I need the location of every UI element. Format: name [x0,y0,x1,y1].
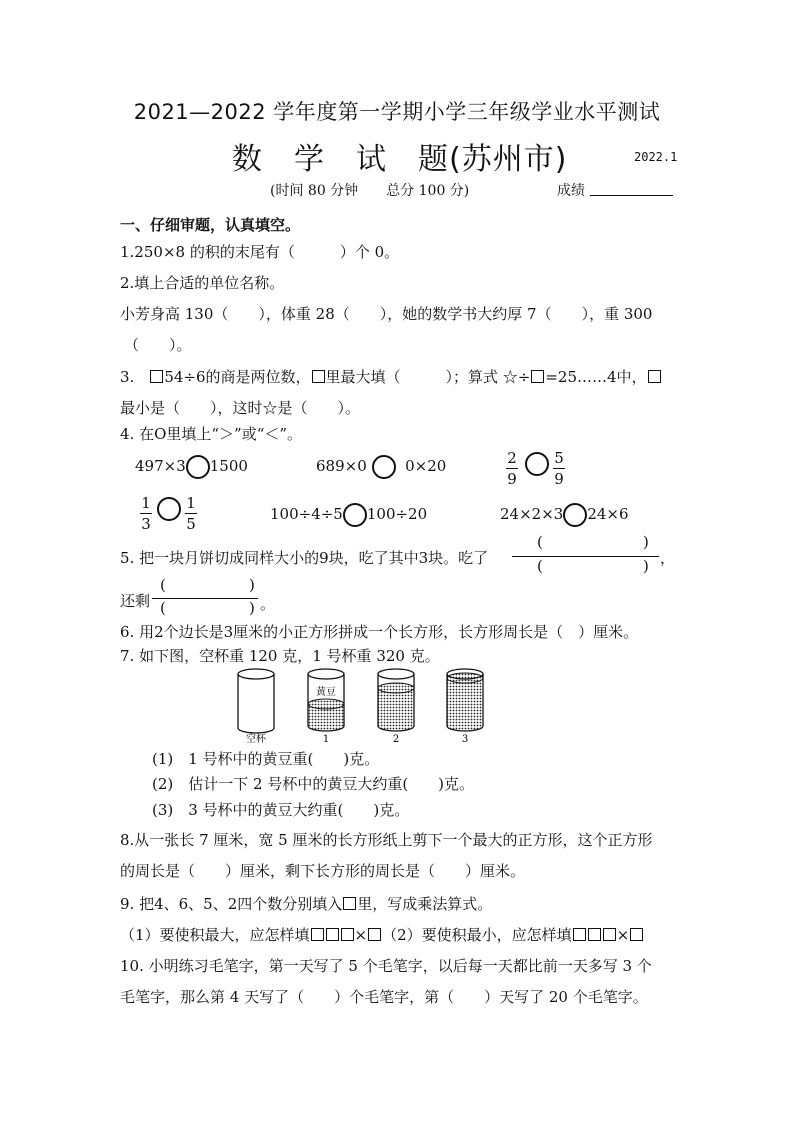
exam-title: 2021—2022 学年度第一学期小学三年级学业水平测试 [133,100,661,124]
cup-1-content-label: 黄豆 [316,687,336,698]
question-7-sub-2: (2) 估计一下 2 号杯中的黄豆大约重( )克。 [152,775,475,793]
q3-number: 3. [120,368,150,386]
cup-1 [308,669,344,731]
blank-square[interactable] [311,928,324,941]
blank-square[interactable] [648,370,661,383]
compare-a1 [135,455,248,479]
paren-close: ) [249,576,255,594]
question-2-line-2: （ ）。 [124,336,192,354]
compare-right: 1500 [209,457,248,475]
question-1: 1.250×8 的积的末尾有（ ）个 0。 [120,243,400,261]
compare-circle[interactable] [525,452,549,476]
question-6: 6. 用2个边长是3厘米的小正方形拼成一个长方形，长方形周长是（ ）厘米。 [120,623,639,641]
question-4-title: 4. 在O里填上“＞”或“＜”。 [120,425,303,443]
compare-b1 [316,455,446,479]
compare-circle[interactable] [186,455,210,479]
compare-left: 689×0 [316,457,367,475]
exam-date: 2022.1 [634,150,678,164]
question-5-line-1: 5. 把一块月饼切成同样大小的9块，吃了其中3块。吃了 [120,549,489,567]
question-2-line-1: 小芳身高 130（ ），体重 28（ ），她的数学书大约厚 7（ ），重 300 [120,305,653,323]
section-heading: 一、仔细审题，认真填空。 [120,216,301,234]
compare-c2 [500,503,629,527]
fraction [140,494,152,533]
compare-left: 24×2×3 [500,505,564,523]
paren-open: ( [160,576,166,594]
paren-open: ( [537,533,543,551]
question-7-sub-1: (1) 1 号杯中的黄豆重( )克。 [152,750,380,768]
paren-open: ( [160,599,166,617]
compare-circle[interactable] [372,455,396,479]
question-9-title [120,893,492,914]
empty-cup-label: 空杯 [246,734,266,745]
numerator: 5 [554,449,564,467]
q9-text-a: 9. 把4、6、5、2四个数分别填入 [120,895,343,913]
cup-3 [447,669,483,731]
fraction [185,494,197,533]
compare-left: 497×3 [135,457,186,475]
numerator: 2 [507,449,517,467]
question-10-line-2: 毛笔字，那么第 4 天写了（ ）个毛笔字，第（ ）天写了 20 个毛笔字。 [120,988,648,1006]
period: 。 [260,595,276,613]
compare-circle[interactable] [157,497,181,521]
question-2-title: 2.填上合适的单位名称。 [120,274,285,292]
question-3-line-1 [120,366,662,387]
blank-square[interactable] [150,370,163,383]
paren-open: ( [537,557,543,575]
blank-square[interactable] [588,928,601,941]
blank-square[interactable] [630,928,643,941]
denominator: 9 [507,470,517,488]
fraction [506,449,518,488]
question-10-line-1: 10. 小明练习毛笔字，第一天写了 5 个毛笔字，以后每一天都比前一天多写 3 个 [120,957,652,975]
q9-sub-1: （1）要使积最大，应怎样填 [120,926,310,944]
score-blank[interactable] [590,195,673,196]
compare-right: 24×6 [587,505,629,523]
fraction-bar [140,513,152,514]
empty-cup [238,669,274,733]
compare-circle[interactable] [343,503,367,527]
blank-square[interactable] [603,928,616,941]
q9-sub-2: （2）要使积最小，应怎样填 [382,926,572,944]
denominator: 5 [186,515,196,533]
subject-title: 数 学 试 题(苏州市) [232,142,568,177]
compare-right: 0×20 [405,457,447,475]
question-7-title: 7. 如下图，空杯重 120 克，1 号杯重 320 克。 [120,647,440,665]
question-8-line-2: 的周长是（ ）厘米，剩下长方形的周长是（ ）厘米。 [120,862,526,880]
cup-3-number: 3 [461,734,469,745]
blank-square[interactable] [531,370,544,383]
cup-2-number: 2 [392,734,400,745]
compare-left: 100÷4÷5 [270,505,343,523]
blank-square[interactable] [368,928,381,941]
compare-right: 100÷20 [366,505,428,523]
times-sign: × [616,926,630,944]
cup-2 [378,669,414,731]
times-sign: × [354,926,368,944]
q3-text-c: =25……4中， [545,368,647,386]
fraction-bar [506,468,518,469]
denominator: 3 [141,515,151,533]
paren-close: ) [249,599,255,617]
cups-illustration [230,664,490,746]
question-8-line-1: 8.从一张长 7 厘米，宽 5 厘米的长方形纸上剪下一个最大的正方形，这个正方形 [120,831,653,849]
question-5-line-2: 还剩 [120,592,151,610]
paren-close: ) [643,557,649,575]
denominator: 9 [554,470,564,488]
fraction-line [152,598,258,599]
blank-square[interactable] [312,370,325,383]
cup-1-number: 1 [322,734,330,745]
q3-text-a: 54÷6的商是两位数， [164,368,311,386]
paren-close: ) [643,533,649,551]
blank-square[interactable] [573,928,586,941]
question-7-sub-3: (3) 3 号杯中的黄豆大约重( )克。 [152,801,410,819]
time-info: (时间 80 分钟 总分 100 分) [270,183,470,199]
fraction-line [512,556,659,557]
compare-circle[interactable] [563,503,587,527]
fraction-bar [553,468,565,469]
fraction [553,449,565,488]
blank-square[interactable] [343,897,356,910]
question-3-line-2: 最小是（ ），这时☆是（ ）。 [120,399,361,417]
compare-b2 [270,503,427,527]
numerator: 1 [141,494,151,512]
question-9-subs [120,924,644,945]
blank-square[interactable] [341,928,354,941]
comma: ， [660,549,676,567]
q3-text-b: 里最大填（ ）；算式 ☆÷ [325,368,531,386]
numerator: 1 [186,494,196,512]
score-label: 成绩 [557,183,585,199]
fraction-bar [185,513,197,514]
q9-text-b: 里，写成乘法算式。 [357,895,493,913]
blank-square[interactable] [326,928,339,941]
